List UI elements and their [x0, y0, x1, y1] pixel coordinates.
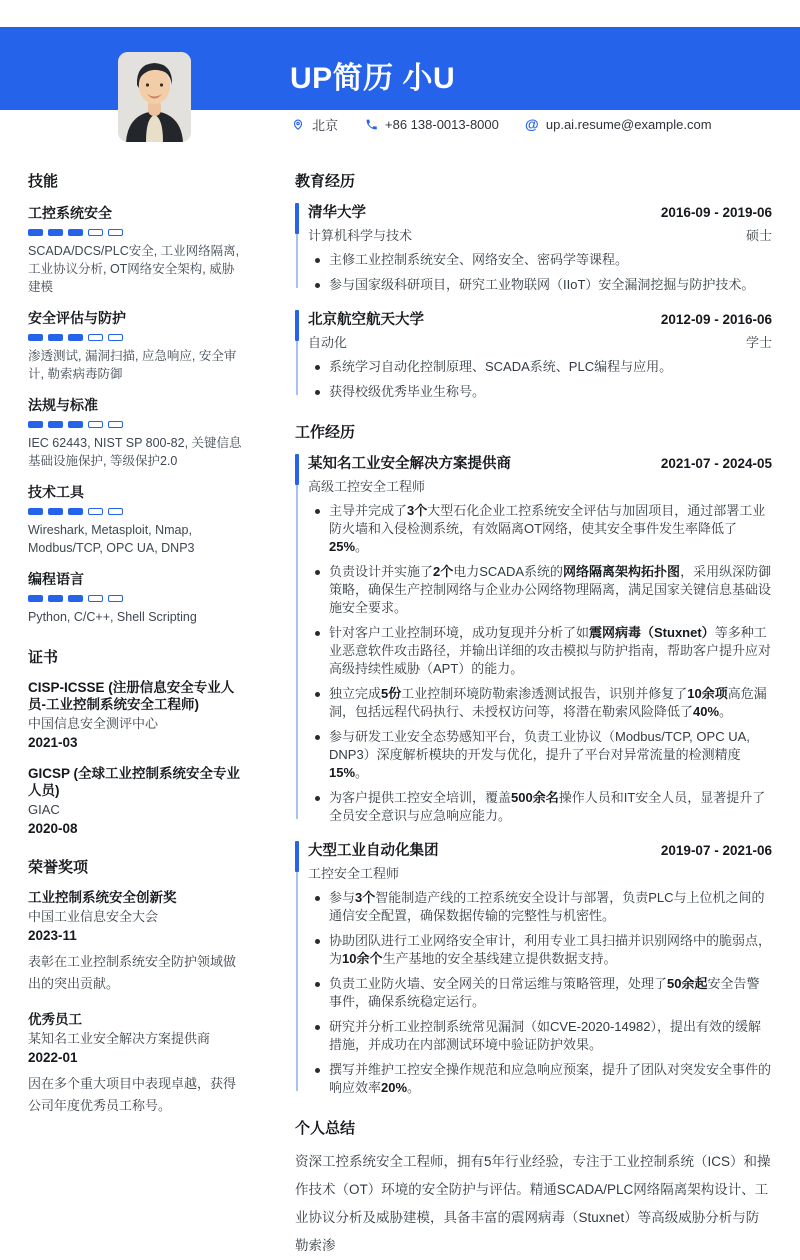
skill-level-bar — [28, 508, 246, 515]
skill-bar-segment — [68, 334, 83, 341]
certificates-list — [28, 679, 246, 836]
entry-subheader — [308, 476, 772, 495]
entry-subheader — [308, 863, 772, 882]
skill-bar-segment — [108, 421, 123, 428]
entry-bullets — [308, 502, 772, 825]
contact-item — [291, 115, 338, 134]
bullet-item — [308, 1018, 772, 1054]
certificate-date: 2020-08 — [28, 821, 78, 836]
honor-item — [28, 1011, 246, 1117]
bullet-text: 操作人员和IT安全人员，显著提升了全员安全意识与应急响应能力。 — [329, 790, 766, 823]
bullet-highlight: 40% — [693, 704, 720, 719]
bullet-item — [308, 789, 772, 825]
skill-bar-segment — [68, 421, 83, 428]
skill-bar-segment — [68, 229, 83, 236]
entry-header — [308, 201, 772, 222]
sidebar — [28, 170, 246, 1133]
page-title: UP简历 小U — [290, 62, 456, 95]
skill-bar-segment — [88, 595, 103, 602]
bullet-highlight: 3个 — [407, 503, 428, 518]
skill-bar-segment — [28, 595, 43, 602]
skill-group — [28, 308, 246, 383]
honor-desc: 因在多个重大项目中表现卓越，获得公司年度优秀员工称号。 — [28, 1076, 237, 1113]
bullet-text: 参与 — [329, 890, 356, 905]
honors-heading: 荣誉奖项 — [28, 859, 89, 876]
honor-issuer: 某知名工业安全解决方案提供商 — [28, 1031, 211, 1046]
bullet-text: 。 — [407, 1080, 421, 1095]
skill-desc: Python, C/C++, Shell Scripting — [28, 610, 197, 624]
contact-text: up.ai.resume@example.com — [545, 116, 712, 132]
entry-date: 2019-07 - 2021-06 — [660, 843, 772, 858]
bullet-highlight: 25% — [329, 539, 356, 554]
timeline-entry — [295, 839, 772, 1097]
entry-subtitle: 工控安全工程师 — [308, 866, 400, 881]
skill-name: 工控系统安全 — [28, 205, 112, 221]
bullet-highlight: 3个 — [355, 890, 376, 905]
skill-group — [28, 203, 246, 296]
bullet-text: 大型石化企业工控系统安全评估与加固项目，通过部署工业防火墙和入侵检测系统，有效隔离OT网络，使其安全事件发生率降低了 — [329, 503, 766, 536]
contact-item — [364, 116, 499, 132]
bullet-text: 系统学习自动化控制原理、SCADA系统、PLC编程与应用。 — [329, 359, 673, 374]
skill-bar-segment — [108, 229, 123, 236]
bullet-text: 生产基地的安全基线建立提供数据支持。 — [382, 951, 617, 966]
entry-subtitle: 自动化 — [308, 335, 348, 350]
bullet-highlight: 50余起 — [667, 976, 708, 991]
certificate-item — [28, 679, 246, 750]
honors-list — [28, 889, 246, 1117]
bullet-item — [308, 624, 772, 678]
timeline-entry — [295, 308, 772, 401]
skills-list — [28, 203, 246, 626]
bullet-item — [308, 383, 772, 401]
skill-name: 安全评估与防护 — [28, 310, 126, 326]
bullet-item — [308, 1061, 772, 1097]
honor-date: 2023-11 — [28, 928, 77, 943]
entry-date: 2016-09 - 2019-06 — [660, 205, 772, 220]
entry-date: 2012-09 - 2016-06 — [660, 312, 772, 327]
bullet-text: 。 — [355, 539, 369, 554]
contact-text: 北京 — [312, 117, 339, 133]
honor-name: 优秀员工 — [28, 1012, 82, 1027]
bullet-text: 高危漏洞，包括远程代码执行、未授权访问等，将潜在勒索风险降低了 — [329, 686, 767, 719]
skill-desc: 渗透测试, 漏洞扫描, 应急响应, 安全审计, 勒索病毒防御 — [28, 349, 237, 381]
certificate-item — [28, 765, 246, 836]
skill-bar-segment — [48, 421, 63, 428]
bullet-item — [308, 889, 772, 925]
skills-heading: 技能 — [28, 173, 59, 190]
location-icon — [291, 116, 305, 132]
bullet-highlight: 20% — [381, 1080, 408, 1095]
honor-date: 2022-01 — [28, 1050, 78, 1065]
bullet-text: 主修工业控制系统安全、网络安全、密码学等课程。 — [329, 252, 629, 267]
skill-bar-segment — [48, 229, 63, 236]
skill-group — [28, 569, 246, 626]
avatar-illustration — [118, 52, 191, 142]
entry-subtitle: 高级工控安全工程师 — [308, 479, 426, 494]
bullet-item — [308, 276, 772, 294]
bullet-text: ，采用纵深防御策略，确保生产控制网络与企业办公网络物理隔离，满足国家关键信息基础设施安全要求。 — [329, 564, 772, 615]
education-heading: 教育经历 — [295, 173, 356, 190]
timeline-entry — [295, 201, 772, 294]
timeline-entry — [295, 452, 772, 825]
bullet-highlight: 10余项 — [687, 686, 728, 701]
honor-name: 工业控制系统安全创新奖 — [28, 890, 177, 905]
bullet-text: 撰写并维护工控安全操作规范和应急响应预案，提升了团队对突发安全事件的响应效率 — [329, 1062, 772, 1095]
skill-group — [28, 395, 246, 470]
bullet-text: 为客户提供工控安全培训，覆盖 — [329, 790, 512, 805]
bullet-text: 电力SCADA系统的 — [453, 564, 564, 579]
bullet-text: 等多种工业恶意软件攻击路径，并输出详细的攻击模拟与防护指南，帮助客户提升应对高级持续性威胁（APT）的能力。 — [329, 625, 772, 676]
bullet-text: 获得校级优秀毕业生称号。 — [329, 384, 486, 399]
work-list — [295, 452, 772, 1097]
skill-level-bar — [28, 229, 246, 236]
certificate-name: CISP-ICSSE (注册信息安全专业人员-工业控制系统安全工程师) — [28, 680, 235, 712]
skill-bar-segment — [48, 508, 63, 515]
entry-right-subtitle: 硕士 — [745, 228, 772, 243]
entry-title: 某知名工业安全解决方案提供商 — [308, 456, 511, 472]
bullet-item — [308, 685, 772, 721]
entry-subtitle: 计算机科学与技术 — [308, 228, 413, 243]
skill-bar-segment — [48, 334, 63, 341]
skill-level-bar — [28, 595, 246, 602]
bullet-text: 安全告警事件，确保系统稳定运行。 — [329, 976, 760, 1009]
bullet-text: 研究并分析工业控制系统常见漏洞（如CVE-2020-14982），提出有效的缓解措施，并成功在内部测试环境中验证防护效果。 — [329, 1019, 761, 1052]
phone-icon — [364, 116, 378, 132]
bullet-text: 协助团队进行工业网络安全审计，利用专业工具扫描并识别网络中的脆弱点，为 — [329, 933, 772, 966]
certificate-issuer: GIAC — [28, 802, 60, 817]
skill-name: 技术工具 — [28, 484, 84, 500]
contact-text: +86 138-0013-8000 — [385, 116, 499, 132]
bullet-text: 参与国家级科研项目，研究工业物联网（IIoT）安全漏洞挖掘与防护技术。 — [329, 277, 755, 292]
certificate-name: GICSP (全球工业控制系统安全专业人员) — [28, 766, 241, 798]
bullet-item — [308, 502, 772, 556]
skill-bar-segment — [108, 334, 123, 341]
profile-photo — [118, 52, 191, 142]
bullet-item — [308, 358, 772, 376]
skill-desc: Wireshark, Metasploit, Nmap, Modbus/TCP, OPC UA, DNP3 — [28, 523, 195, 555]
bullet-text: 负责工业防火墙、安全网关的日常运维与策略管理，处理了 — [329, 976, 668, 991]
skill-desc: IEC 62443, NIST SP 800-82, 关键信息基础设施保护, 等级保护2.0 — [28, 436, 242, 468]
entry-header — [308, 308, 772, 329]
certificates-heading: 证书 — [28, 649, 59, 666]
entry-header — [308, 452, 772, 473]
skill-bar-segment — [28, 334, 43, 341]
skill-bar-segment — [48, 595, 63, 602]
bullet-text: 。 — [719, 704, 733, 719]
bullet-item — [308, 728, 772, 782]
main-column — [295, 170, 772, 1260]
bullet-item — [308, 563, 772, 617]
honor-item — [28, 889, 246, 995]
bullet-text: 参与研发工业安全态势感知平台，负责工业协议（Modbus/TCP, OPC UA, DNP3）深度解析模块的开发与优化，提升了平台对异常流量的检测精度 — [329, 729, 750, 762]
bullet-highlight: 5份 — [381, 686, 402, 701]
bullet-item — [308, 251, 772, 269]
summary-heading: 个人总结 — [295, 1120, 356, 1137]
entry-subheader — [308, 332, 772, 351]
bullet-highlight: 15% — [329, 765, 356, 780]
bullet-text: 智能制造产线的工控系统安全设计与部署，负责PLC与上位机之间的通信安全配置，确保数据传输的完整性与机密性。 — [329, 890, 765, 923]
email-icon: @ — [525, 116, 539, 132]
entry-title: 北京航空航天大学 — [308, 312, 424, 328]
skill-bar-segment — [108, 595, 123, 602]
bullet-text: 负责设计并实施了 — [329, 564, 434, 579]
skill-group — [28, 482, 246, 557]
entry-title: 清华大学 — [308, 205, 366, 221]
entry-subheader — [308, 225, 772, 244]
skill-bar-segment — [88, 421, 103, 428]
bullet-highlight: 网络隔离架构拓扑图 — [563, 564, 681, 579]
bullet-highlight: 震网病毒（Stuxnet） — [589, 625, 715, 640]
entry-right-subtitle: 学士 — [745, 335, 772, 350]
skill-bar-segment — [88, 334, 103, 341]
skill-desc: SCADA/DCS/PLC安全, 工业网络隔离, 工业协议分析, OT网络安全架构, 威胁建模 — [28, 244, 240, 294]
bullet-highlight: 500余名 — [511, 790, 559, 805]
entry-date: 2021-07 - 2024-05 — [660, 456, 772, 471]
bullet-text: 针对客户工业控制环境，成功复现并分析了如 — [329, 625, 590, 640]
entry-title: 大型工业自动化集团 — [308, 843, 439, 859]
contact-row — [291, 112, 712, 136]
skill-bar-segment — [68, 595, 83, 602]
work-heading: 工作经历 — [295, 424, 356, 441]
bullet-text: 。 — [355, 765, 369, 780]
entry-bullets — [308, 889, 772, 1097]
education-list — [295, 201, 772, 401]
bullet-text: 工业控制环境防勒索渗透测试报告，识别并修复了 — [401, 686, 688, 701]
entry-header — [308, 839, 772, 860]
entry-bullets — [308, 251, 772, 294]
certificate-issuer: 中国信息安全测评中心 — [28, 716, 159, 731]
entry-bullets — [308, 358, 772, 401]
bullet-text: 主导并完成了 — [329, 503, 408, 518]
bullet-highlight: 2个 — [433, 564, 454, 579]
skill-bar-segment — [88, 229, 103, 236]
skill-name: 编程语言 — [28, 571, 84, 587]
honor-desc: 表彰在工业控制系统安全防护领域做出的突出贡献。 — [28, 954, 237, 991]
bullet-item — [308, 975, 772, 1011]
skill-bar-segment — [28, 229, 43, 236]
skill-bar-segment — [28, 421, 43, 428]
skill-bar-segment — [28, 508, 43, 515]
skill-level-bar — [28, 421, 246, 428]
contact-item — [525, 116, 712, 132]
skill-bar-segment — [88, 508, 103, 515]
summary-text: 资深工控系统安全工程师，拥有5年行业经验，专注于工业控制系统（ICS）和操作技术（OT）环境的安全防护与评估。精通SCADA/PLC网络隔离架构设计、工业协议分析及威胁建模，具备丰富的震网病毒（Stuxnet）等高级威胁分析与防勒索渗 — [295, 1154, 771, 1253]
bullet-text: 独立完成 — [329, 686, 382, 701]
skill-level-bar — [28, 334, 246, 341]
skill-bar-segment — [68, 508, 83, 515]
honor-issuer: 中国工业信息安全大会 — [28, 909, 159, 924]
skill-name: 法规与标准 — [28, 397, 98, 413]
bullet-item — [308, 932, 772, 968]
certificate-date: 2021-03 — [28, 735, 78, 750]
skill-bar-segment — [108, 508, 123, 515]
bullet-highlight: 10余个 — [342, 951, 383, 966]
